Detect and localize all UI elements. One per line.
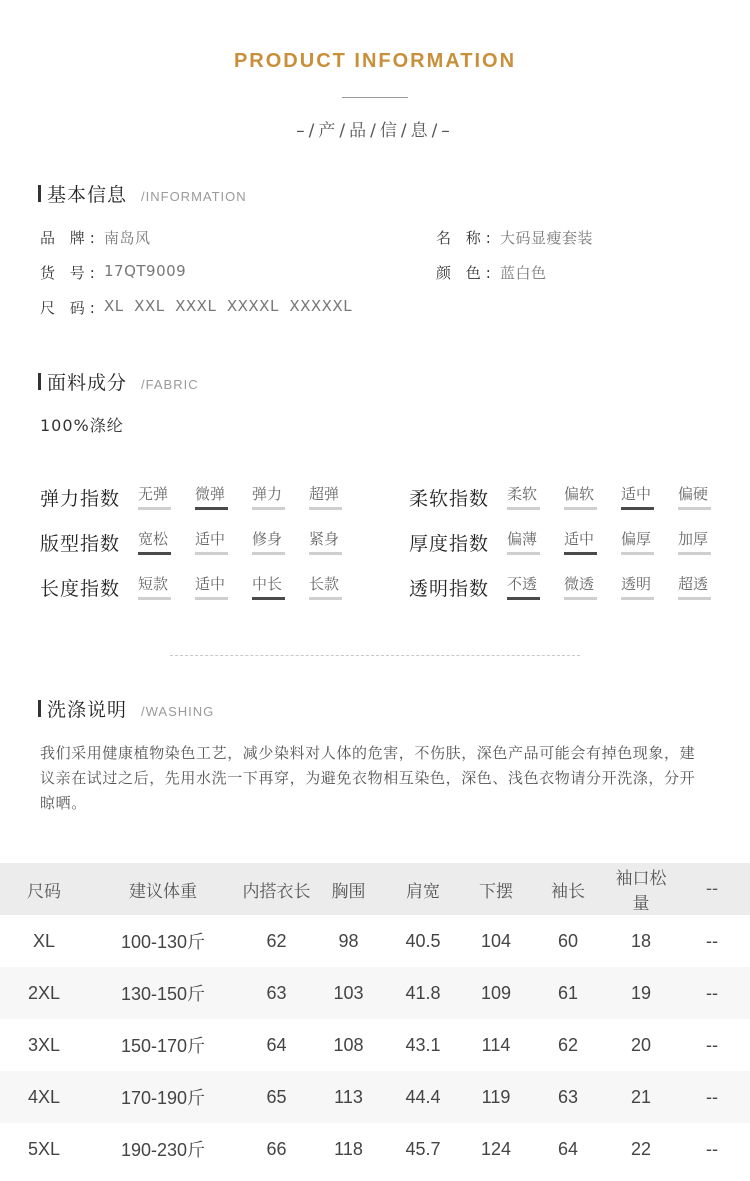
option-underline: [678, 507, 711, 510]
heading-text-en: /INFORMATION: [141, 189, 247, 204]
option-underline: [138, 597, 171, 600]
index-option: [309, 528, 366, 556]
option-underline: [678, 552, 711, 555]
index-option: [252, 528, 309, 556]
index-row: [409, 573, 735, 601]
index-option: [678, 528, 735, 556]
info-value: 17QT9009: [104, 262, 187, 280]
index-row: [40, 573, 366, 601]
index-option-label: 短款: [138, 575, 169, 593]
option-underline: [195, 597, 228, 600]
table-cell: 190-230斤: [120, 1140, 206, 1160]
option-underline: [564, 597, 597, 600]
info-label: 货 号:: [40, 264, 100, 282]
index-option-label: 偏软: [564, 485, 595, 503]
table-cell: 108: [333, 1034, 364, 1055]
index-option: [138, 573, 195, 601]
table-cell: 45.7: [405, 1138, 441, 1159]
option-underline: [678, 597, 711, 600]
option-underline: [195, 552, 228, 555]
index-option: [195, 573, 252, 601]
index-option: [564, 483, 621, 511]
selected-underline: [621, 507, 654, 510]
table-cell: --: [706, 1034, 718, 1055]
heading-bar: [38, 185, 41, 202]
info-value: 南岛风: [104, 229, 151, 247]
option-underline: [252, 507, 285, 510]
table-cell: 150-170斤: [120, 1036, 206, 1056]
index-option: [138, 483, 195, 511]
info-color: [436, 262, 547, 283]
selected-underline: [507, 597, 540, 600]
index-option: [138, 528, 195, 556]
table-cell: 20: [630, 1034, 652, 1055]
table-cell: 5XL: [27, 1138, 61, 1159]
table-cell: --: [706, 1138, 718, 1159]
table-cell: 109: [464, 967, 528, 1019]
info-brand: [40, 227, 151, 248]
index-option-label: 超弹: [309, 485, 340, 503]
page-subtitle: –/产/品/信/息/–: [296, 121, 454, 141]
table-cell: 119: [464, 1071, 528, 1123]
option-underline: [309, 597, 342, 600]
table-cell: 40.5: [405, 930, 441, 951]
table-row: [0, 967, 750, 1019]
selected-underline: [252, 597, 285, 600]
heading-text-en: /WASHING: [141, 704, 215, 719]
index-option-label: 柔软: [507, 485, 538, 503]
table-cell: 170-190斤: [88, 1071, 238, 1123]
index-option-label: 修身: [252, 530, 283, 548]
index-option: [195, 483, 252, 511]
selected-underline: [195, 507, 228, 510]
column-header: --: [674, 863, 750, 915]
index-option: [564, 528, 621, 556]
option-underline: [309, 507, 342, 510]
table-cell: 64: [557, 1138, 579, 1159]
column-header: 建议体重: [88, 863, 238, 915]
table-cell: 4XL: [0, 1071, 88, 1123]
table-cell: 18: [630, 930, 652, 951]
table-cell: 103: [315, 967, 382, 1019]
index-option: [564, 573, 621, 601]
index-name: 长度指数: [40, 577, 121, 600]
index-row: [40, 483, 366, 511]
column-header: 胸围: [315, 863, 382, 915]
info-label: 名 称:: [436, 229, 496, 247]
index-option-label: 中长: [252, 575, 283, 593]
page-title: PRODUCT INFORMATION: [233, 50, 517, 72]
size-table: [0, 863, 750, 1175]
heading-text-en: /FABRIC: [141, 377, 199, 392]
info-value: XL XXL XXXL XXXXL XXXXXL: [104, 297, 353, 315]
table-row: [0, 1123, 750, 1175]
index-row: [40, 528, 366, 556]
index-name: 透明指数: [409, 577, 490, 600]
table-cell: 63: [528, 1071, 608, 1123]
heading-bar: [38, 373, 41, 390]
info-label: 尺 码:: [40, 299, 100, 317]
table-cell: 62: [557, 1034, 579, 1055]
index-option: [507, 483, 564, 511]
table-cell: 65: [238, 1071, 315, 1123]
table-cell: 62: [266, 930, 287, 951]
table-row: [0, 915, 750, 967]
column-header: 袖长: [528, 863, 608, 915]
index-option-label: 超透: [678, 575, 709, 593]
index-name: 厚度指数: [409, 532, 490, 555]
heading-text: 面料成分: [47, 372, 128, 394]
dotted-divider: [170, 655, 580, 656]
table-cell: 60: [557, 930, 579, 951]
option-underline: [507, 507, 540, 510]
table-cell: 41.8: [382, 967, 464, 1019]
index-option: [678, 483, 735, 511]
index-name: 弹力指数: [40, 487, 121, 510]
index-option: [252, 573, 309, 601]
index-name: 版型指数: [40, 532, 121, 555]
table-row: [0, 1019, 750, 1071]
section-heading-fabric: [38, 368, 199, 395]
table-cell: 21: [608, 1071, 674, 1123]
index-option: [195, 528, 252, 556]
option-underline: [507, 552, 540, 555]
table-cell: 63: [238, 967, 315, 1019]
fabric-composition: 100%涤纶: [40, 416, 124, 435]
index-option: [309, 573, 366, 601]
index-option-label: 微透: [564, 575, 595, 593]
table-cell: 19: [608, 967, 674, 1019]
info-value: 大码显瘦套装: [500, 229, 594, 247]
info-label: 颜 色:: [436, 264, 496, 282]
table-cell: 64: [266, 1034, 287, 1055]
index-option-label: 偏薄: [507, 530, 538, 548]
index-option-label: 偏硬: [678, 485, 709, 503]
option-underline: [138, 507, 171, 510]
index-name: 柔软指数: [409, 487, 490, 510]
info-label: 品 牌:: [40, 229, 100, 247]
index-option-label: 透明: [621, 575, 652, 593]
section-heading-washing: [38, 695, 214, 722]
table-cell: 44.4: [382, 1071, 464, 1123]
title-divider: [342, 97, 408, 98]
info-name: [436, 227, 593, 248]
index-option-label: 弹力: [252, 485, 283, 503]
table-row: [0, 1071, 750, 1123]
index-option-label: 适中: [564, 530, 595, 548]
section-heading-basic-info: [38, 180, 247, 207]
index-option: [621, 528, 678, 556]
index-row: [409, 483, 735, 511]
index-option-label: 宽松: [138, 530, 169, 548]
index-option-label: 适中: [621, 485, 652, 503]
table-cell: --: [706, 930, 718, 951]
table-cell: 22: [630, 1138, 652, 1159]
heading-text: 洗涤说明: [47, 699, 128, 721]
table-cell: 66: [266, 1138, 287, 1159]
index-option: [621, 483, 678, 511]
table-cell: 124: [480, 1138, 512, 1159]
option-underline: [621, 597, 654, 600]
table-cell: 114: [481, 1034, 511, 1055]
table-cell: 104: [480, 930, 512, 951]
info-size: [40, 297, 352, 318]
option-underline: [621, 552, 654, 555]
index-option-label: 适中: [195, 575, 226, 593]
table-cell: 61: [528, 967, 608, 1019]
index-option-label: 适中: [195, 530, 226, 548]
column-header: 袖口松量: [608, 863, 674, 915]
table-cell: 113: [315, 1071, 382, 1123]
table-cell: 98: [338, 930, 359, 951]
info-value: 蓝白色: [500, 264, 547, 282]
selected-underline: [564, 552, 597, 555]
table-cell: --: [674, 1071, 750, 1123]
option-underline: [564, 507, 597, 510]
index-option: [252, 483, 309, 511]
index-option-label: 微弹: [195, 485, 226, 503]
column-header: 内搭衣长: [238, 863, 315, 915]
washing-instructions: 我们采用健康植物染色工艺，减少染料对人体的危害，不伤肤，深色产品可能会有掉色现象，建议亲在试过之后，先用水洗一下再穿，为避免衣物相互染色，深色、浅色衣物请分开洗涤，分开晾晒。: [40, 744, 696, 812]
column-header: 尺码: [0, 863, 88, 915]
table-cell: 2XL: [0, 967, 88, 1019]
column-header: 下摆: [464, 863, 528, 915]
option-underline: [252, 552, 285, 555]
table-cell: XL: [32, 930, 56, 951]
index-option: [507, 528, 564, 556]
table-cell: --: [674, 967, 750, 1019]
index-option-label: 不透: [507, 575, 538, 593]
table-cell: 130-150斤: [88, 967, 238, 1019]
index-option: [507, 573, 564, 601]
index-row: [409, 528, 735, 556]
index-option-label: 无弹: [138, 485, 169, 503]
index-option-label: 偏厚: [621, 530, 652, 548]
index-option-label: 加厚: [678, 530, 709, 548]
index-option: [678, 573, 735, 601]
table-cell: 118: [334, 1138, 363, 1159]
index-option: [309, 483, 366, 511]
table-cell: 43.1: [405, 1034, 441, 1055]
size-table-header: [0, 863, 750, 915]
heading-bar: [38, 700, 41, 717]
selected-underline: [138, 552, 171, 555]
column-header: 肩宽: [382, 863, 464, 915]
index-option-label: 长款: [309, 575, 340, 593]
index-option-label: 紧身: [309, 530, 340, 548]
info-sku: [40, 262, 186, 283]
option-underline: [309, 552, 342, 555]
index-option: [621, 573, 678, 601]
table-cell: 100-130斤: [120, 932, 206, 952]
heading-text: 基本信息: [47, 184, 128, 206]
table-cell: 3XL: [27, 1034, 61, 1055]
